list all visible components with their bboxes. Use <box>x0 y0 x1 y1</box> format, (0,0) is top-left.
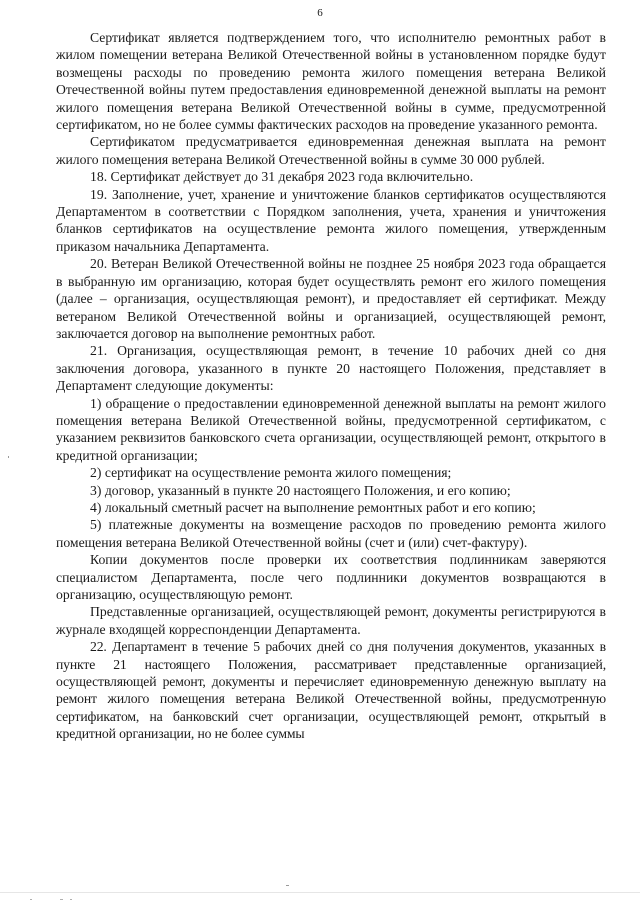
scan-artifact <box>70 899 72 900</box>
scan-artifact <box>30 899 32 900</box>
paragraph-20-veteran-application: 20. Ветеран Великой Отечественной войны не позднее 25 ноября 2023 года обращается в выбранную им организацию, которая будет осуществлять ремонт его жилого помещения (далее – организация, осуществляющая ремонт), и предоставляет ей сертификат. Между ветераном Великой Отечественной войны и организацией, осуществляющей ремонт, заключается договор на выполнение ремонтных работ. <box>56 256 606 341</box>
paragraph-registration: Представленные организацией, осуществляющей ремонт, документы регистрируются в журнале входящей корреспонденции Департамента. <box>56 604 606 637</box>
paragraph-21-documents-intro: 21. Организация, осуществляющая ремонт, в течение 10 рабочих дней со дня заключения договора, указанного в пункте 20 настоящего Положения, представляет в Департамент следующие документы: <box>56 343 606 394</box>
scan-artifact <box>286 885 289 886</box>
paragraph-copies-verification: Копии документов после проверки их соответствия подлинникам заверяются специалистом Департамента, после чего подлинники документов возвращаются в организацию, осуществляющую ремонт. <box>56 552 606 602</box>
scan-artifact <box>60 899 63 900</box>
paragraph-certificate-purpose: Сертификат является подтверждением того, что исполнителю ремонтных работ в жилом помещении ветерана Великой Отечественной войны в установленном порядке будут возмещены расходы по проведению ремонта жилого помещения ветерана Великой Отечественной войны путем предоставления единовременной денежной выплаты на ремонт жилого помещения ветерана Великой Отечественной войны в сумме, предусмотренной сертификатом, но не более суммы фактических расходов на проведение указанного ремонта. <box>56 30 606 133</box>
list-item-5-payment-documents: 5) платежные документы на возмещение расходов по проведению ремонта жилого помещения ветерана Великой Отечественной войны (счет и (или) счет-фактуру). <box>56 517 606 550</box>
list-item-2-certificate: 2) сертификат на осуществление ремонта жилого помещения; <box>90 465 452 481</box>
list-item-4-estimate: 4) локальный сметный расчет на выполнение ремонтных работ и его копию; <box>90 499 536 515</box>
list-item-1-request: 1) обращение о предоставлении единовременной денежной выплаты на ремонт жилого помещения ветерана Великой Отечественной войны, предусмотренной сертификатом, с указанием реквизитов банковского счета организации, осуществляющей ремонт, открытого в кредитной организации; <box>56 395 606 463</box>
page-number: 6 <box>317 7 323 19</box>
list-item-3-contract: 3) договор, указанный в пункте 20 настоящего Положения, и его копию; <box>90 482 511 498</box>
paragraph-18-validity: 18. Сертификат действует до 31 декабря 2023 года включительно. <box>90 169 474 185</box>
paragraph-certificate-amount: Сертификатом предусматривается единовременная денежная выплата на ремонт жилого помещения ветерана Великой Отечественной войны в сумме 30 000 рублей. <box>56 134 606 167</box>
paragraph-19-blank-handling: 19. Заполнение, учет, хранение и уничтожение бланков сертификатов осуществляются Департаментом в соответствии с Порядком заполнения, учета, хранения и уничтожения бланков сертификатов на осуществление ремонта жилого помещения, утвержденным приказом начальника Департамента. <box>56 186 606 254</box>
scan-artifact <box>0 892 640 893</box>
scan-artifact <box>8 456 9 458</box>
paragraph-22-payment: 22. Департамент в течение 5 рабочих дней со дня получения документов, указанных в пункте 21 настоящего Положения, рассматривает представленные организацией, осуществляющей ремонт, документы и перечисляет единовременную денежную выплату на ремонт жилого помещения ветерана Великой Отечественной войны, предусмотренную сертификатом, на банковский счет организации, осуществляющей ремонт, открытый в кредитной организации, но не более суммы <box>56 639 606 742</box>
document-body <box>56 29 606 743</box>
